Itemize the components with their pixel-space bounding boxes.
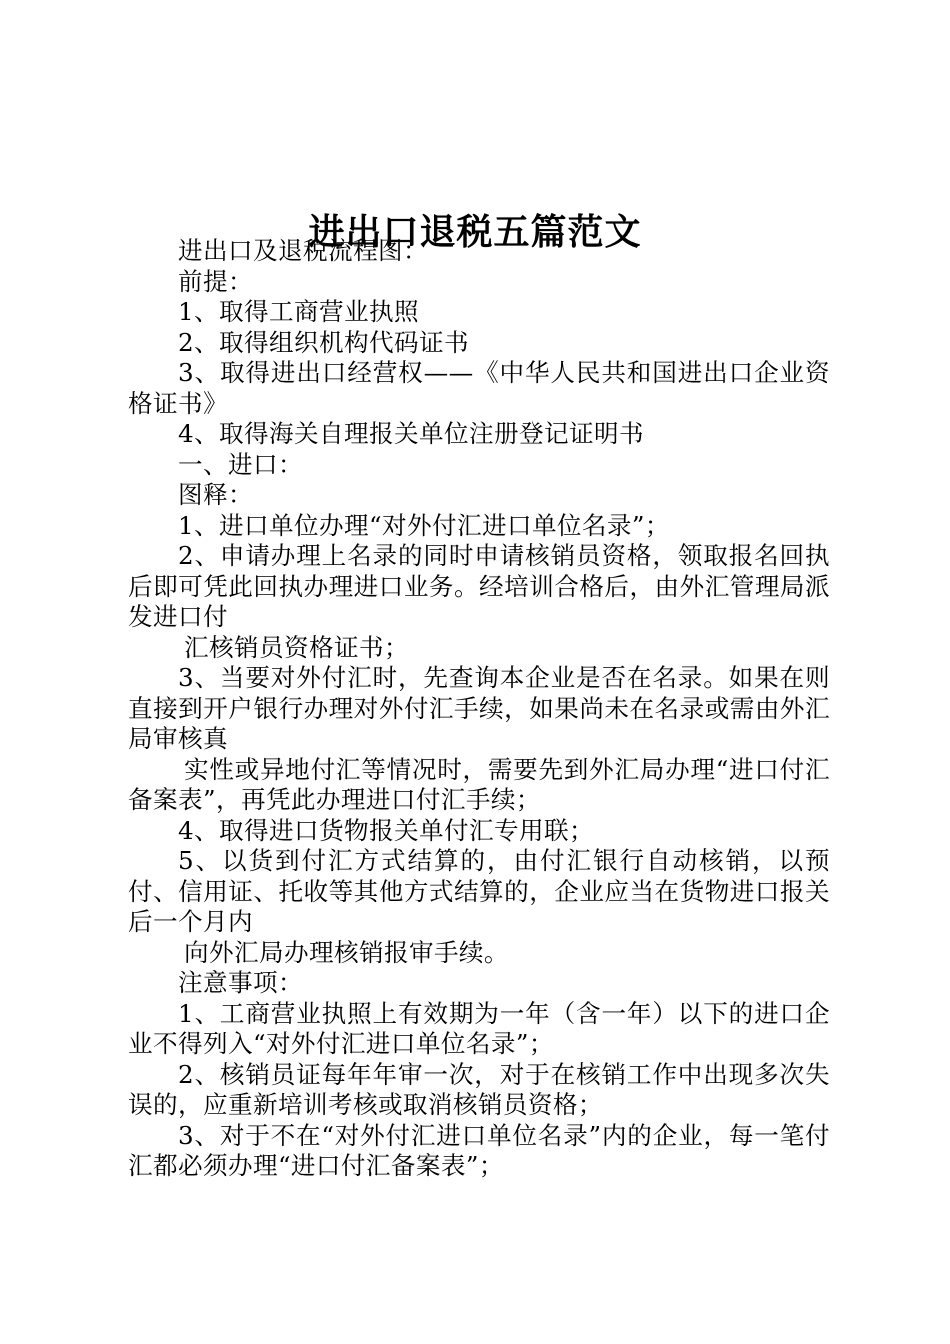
paragraph: 4、取得进口货物报关单付汇专用联；	[178, 815, 594, 845]
paragraph: 实性或异地付汇等情况时，需要先到外汇局办理“进口付汇备案表”，再凭此办理进口付汇手续；	[128, 754, 830, 814]
paragraph: 一、进口：	[178, 449, 303, 479]
paragraph: 前提：	[178, 266, 253, 296]
document-title: 进出口退税五篇范文	[308, 211, 642, 254]
paragraph: 2、申请办理上名录的同时申请核销员资格，领取报名回执后即可凭此回执办理进口业务。经培训合格后，由外汇管理局派发进口付	[128, 541, 830, 631]
document-body	[128, 236, 830, 1182]
paragraph: 注意事项：	[178, 968, 303, 997]
paragraph: 汇核销员资格证书；	[184, 632, 409, 662]
paragraph: 2、核销员证每年年审一次，对于在核销工作中出现多次失误的，应重新培训考核或取消核销员资格；	[128, 1059, 830, 1119]
paragraph: 图释：	[178, 480, 253, 509]
paragraph: 向外汇局办理核销报审手续。	[184, 937, 509, 967]
paragraph: 2、取得组织机构代码证书	[178, 327, 469, 357]
paragraph: 5、以货到付汇方式结算的，由付汇银行自动核销，以预付、信用证、托收等其他方式结算的，企业应当在货物进口报关后一个月内	[128, 846, 830, 936]
paragraph: 1、取得工商营业执照	[178, 297, 419, 326]
paragraph: 3、对于不在“对外付汇进口单位名录”内的企业，每一笔付汇都必须办理“进口付汇备案表”；	[128, 1120, 830, 1180]
paragraph: 1、工商营业执照上有效期为一年（含一年）以下的进口企业不得列入“对外付汇进口单位名录”；	[128, 998, 830, 1058]
paragraph: 1、进口单位办理“对外付汇进口单位名录”；	[178, 510, 670, 540]
paragraph: 3、取得进出口经营权——《中华人民共和国进出口企业资格证书》	[128, 358, 830, 418]
paragraph: 进出口及退税流程图：	[178, 236, 428, 265]
paragraph: 3、当要对外付汇时，先查询本企业是否在名录。如果在则直接到开户银行办理对外付汇手续，如果尚未在名录或需由外汇局审核真	[128, 663, 830, 753]
paragraph: 4、取得海关自理报关单位注册登记证明书	[178, 419, 644, 448]
